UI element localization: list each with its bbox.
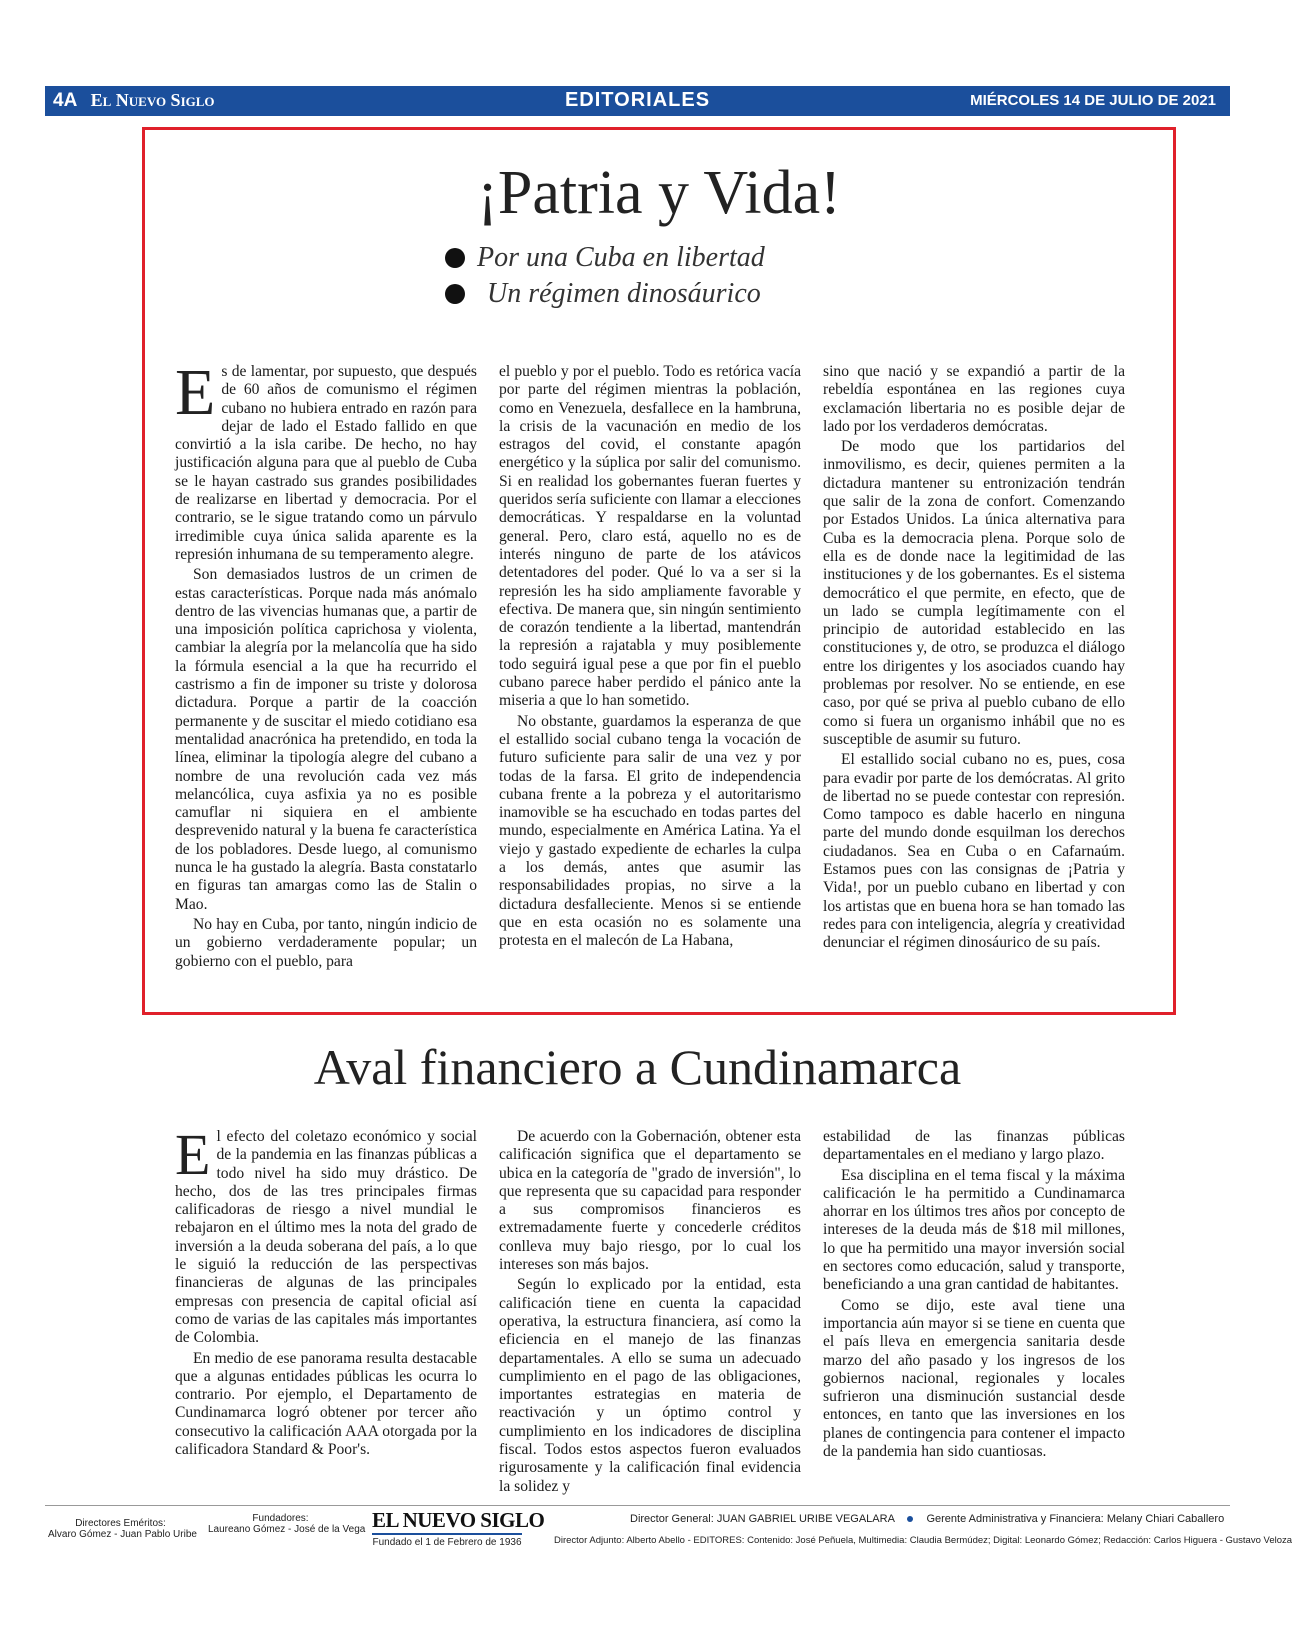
second-editorial-title: Aval financiero a Cundinamarca	[313, 1039, 962, 1095]
drop-cap: E	[175, 356, 216, 429]
manager-label: Gerente Administrativa y Financiera:	[926, 1513, 1104, 1525]
text-column	[175, 1122, 477, 1473]
separator-dot-icon	[907, 1516, 913, 1522]
footer-divider	[45, 1505, 1230, 1506]
paragraph-text: s de lamentar, por supuesto, que después de 60 años de comunismo el régimen cubano no hubiera entrado en razón para dejar de lado el Estado fallido en que convirtió a la isla caribe. De hecho, no hay justificación alguna para que al pueblo de Cuba se le hayan castrado sus grandes posibilidades de realizarse en libertad y democracia. Por el contrario, se le sigue tratando como un párvulo irredimible cuya única salida aparente es la represión inhumana de su temperamento alegre.	[175, 363, 477, 563]
founders-label: Fundadores:	[252, 1513, 309, 1524]
paragraph: De acuerdo con la Gobernación, obtener esta calificación significa que el departamento se ubica en la categoría de "grado de inversión", lo que representa que su capacidad para responder a sus compromisos financieros es extremadamente fuerte y concederle créditos conlleva muy bajo riesgo, por lo cual los intereses son más bajos.	[499, 1128, 801, 1274]
directors-names: Alvaro Gómez - Juan Pablo Uribe	[48, 1529, 197, 1540]
paragraph: No obstante, guardamos la esperanza de que el estallido social cubano tenga la vocación de futuro suficiente para salir de una vez y por todas de la farsa. El grito de independencia cubana frente a la pobreza y el autoritarismo inamovible se ha escuchado en todas partes del mundo, especialmente en América Latina. Ya el viejo y gastado expediente de echarles la culpa a los demás, antes que asumir las responsabilidades propias, no sirve a la dictadura desfalleciente. Menos si se entiende que en esta ocasión no es solamente una protesta en el malecón de La Habana,	[499, 712, 801, 950]
directors-label: Directores Eméritos:	[75, 1518, 166, 1529]
text-column	[175, 356, 477, 1013]
paragraph: Son demasiados lustros de un crimen de estas características. Porque nada más anómalo dentro de las vivencias humanas que, a partir de una imposición política caprichosa y violenta, cambiar la alegría por la melancolía que ha sido la fórmula esencial a la que ha recurrido el castrismo a fin de imponer su triste y dolorosa dictadura. Porque a partir de la coacción permanente y de suscitar el miedo cotidiano esa mentalidad anacrónica ha pretendido, en toda la línea, eliminar la tipología alegre del cubano a nombre de una revolución cada vez más melancólica, cuya asfixia ya no es posible camuflar ni siquiera en el ambiente desprevenido natural y la buena fe característica de los pobladores. Desde luego, al comunismo nunca le ha gustado la alegría. Basta constatarlo en figuras tan amargas como las de Stalin o Mao.	[175, 566, 477, 913]
drop-cap: E	[175, 1122, 211, 1187]
paragraph: Esa disciplina en el tema fiscal y la máxima calificación le ha permitido a Cundinamarca ahorrar en los últimos tres años por concepto de intereses de la deuda más de $18 mil millones, lo que ha permitido una mayor inversión social en sectores como educación, salud y transporte, beneficiando a una gran cantidad de habitantes.	[823, 1166, 1125, 1294]
text-column	[823, 363, 1125, 1013]
subtitle-text: Por una Cuba en libertad	[477, 242, 765, 273]
section-title: EDITORIALES	[564, 89, 711, 111]
director-label: Director General:	[630, 1513, 714, 1525]
founders	[208, 1513, 366, 1535]
paragraph-text: l efecto del coletazo económico y social de la pandemia en las finanzas públicas a todo nivel ha sido muy drástico. De hecho, dos de las tres principales firmas calificadoras de riesgo a nivel mundial le rebajaron en el último mes la nota del grado de inversión a la deuda soberana del país, a lo que le siguió la reducción de las perspectivas financieras de algunas de las principales empresas con presencia de capital oficial así como de varias de las capitales más importantes de Colombia.	[175, 1128, 477, 1347]
bullet-icon	[445, 248, 465, 268]
paragraph: Como se dijo, este aval tiene una importancia aún mayor si se tiene en cuenta que el país lleva en emergencia sanitaria desde marzo del año pasado y los ingresos de los gobiernos nacional, regionales y locales sufrieron una disminución sustancial desde entonces, en tanto que las inversiones en los planes de contingencia para contener el impacto de la pandemia han sido cuantiosas.	[823, 1296, 1125, 1461]
footer-logo	[372, 1508, 545, 1548]
paper-name: El Nuevo Siglo	[90, 90, 215, 110]
staff-credits	[554, 1513, 1292, 1546]
subtitle-text: Un régimen dinosáurico	[487, 278, 761, 309]
paragraph: El estallido social cubano no es, pues, cosa para evadir por parte de los demócratas. Al grito de libertad no se puede contestar con represión. Como tampoco es dable hacerlo en ninguna parte del mundo donde esquilman los derechos ciudadanos. Sea en Cuba o en Cafarnaúm. Estamos pues con las consignas de ¡Patria y Vida!, por un pueblo cubano en libertad y con los artistas que en buena hora se han tomado las redes para con inteligencia, alegría y creatividad denunciar el régimen dinosáurico de su país.	[823, 751, 1125, 952]
paragraph: En medio de ese panorama resulta destacable que a algunas entidades públicas les ocurra lo contrario. Por ejemplo, el Departamento de Cundinamarca logró obtener por tercer año consecutivo la calificación AAA otorgada por la calificadora Standard & Poor's.	[175, 1349, 477, 1459]
page-number: 4A	[53, 90, 78, 111]
masthead	[45, 86, 1230, 116]
emeritus-directors	[48, 1518, 197, 1540]
editorial-body	[175, 356, 1125, 1013]
text-column	[823, 1128, 1125, 1473]
bullet-icon	[445, 284, 465, 304]
paper-logo: EL NUEVO SIGLO	[372, 1508, 545, 1532]
text-column	[499, 1128, 801, 1495]
founded-date: Fundado el 1 de Febrero de 1936	[372, 1533, 522, 1548]
editorial-title: ¡Patria y Vida!	[477, 159, 841, 227]
manager-name: Melany Chiari Caballero	[1106, 1513, 1225, 1525]
paragraph: No hay en Cuba, por tanto, ningún indicio de un gobierno verdaderamente popular; un gobierno con el pueblo, para	[175, 915, 477, 970]
paragraph: De modo que los partidarios del inmovilismo, es decir, quienes permiten a la dictadura mantener su entronización tendrán que salir de la zona de confort. Comenzando por Estados Unidos. La única alternativa para Cuba es la democracia plena. Porque solo de ella es de donde nace la legitimidad de las instituciones y de los gobernantes. Es el sistema democrático el que permite, en efecto, que de un lado se cumpla legítimamente con el principio de autoridad establecido en las constituciones y, de otro, se produzca el diálogo entre los dirigentes y los asociados cuando hay problemas por resolver. No se entiende, en ese caso, por qué se priva al pueblo cubano de ello como si fuera un organismo inhábil que no es susceptible de asumir su futuro.	[823, 438, 1125, 748]
issue-date: MIÉRCOLES 14 DE JULIO DE 2021	[970, 92, 1216, 109]
subtitle-item	[445, 276, 945, 312]
paragraph: el pueblo y por el pueblo. Todo es retórica vacía por parte del régimen mientras la población, como en Venezuela, desfallece en la hambruna, la crisis de la vacunación en medio de los estragos del covid, el constante apagón energético y la súplica por salir del comunismo. Si en realidad los gobernantes fueran fuertes y queridos sería suficiente con llamar a elecciones democráticas. Y respaldarse en la voluntad general. Pero, claro está, aquello no es de interés ninguno de parte de los atávicos detentadores del poder. Qué lo va a ser si la represión les ha sido ampliamente favorable y efectiva. De manera que, sin ningún sentimiento de corazón tendiente a la libertad, mantendrán la represión a rajatabla y muy posiblemente todo seguirá igual pese a que por fin el pueblo cubano parece haber perdido el pánico ante la miseria a que lo han sometido.	[499, 363, 801, 710]
leadership-line	[554, 1513, 1230, 1525]
paragraph: Según lo explicado por la entidad, esta calificación tiene en cuenta la capacidad operativa, la estructura financiera, así como la eficiencia en el manejo de las finanzas departamentales. A ello se suma un adecuado cumplimiento en el pago de las obligaciones, importantes estrategias en materia de reactivación y un óptimo control y cumplimiento en los indicadores de disciplina fiscal. Todos estos aspectos fueron evaluados rigurosamente y la calificación final evidencia la solidez y	[499, 1276, 801, 1495]
editors-line: Director Adjunto: Alberto Abello - EDITORES: Contenido: José Peñuela, Multimedia: Claudia Bermúdez; Digital: Leonardo Gómez; Redacción: Carlos Higuera - Gustavo Veloza	[554, 1535, 1292, 1546]
paragraph: estabilidad de las finanzas públicas departamentales en el mediano y largo plazo.	[823, 1128, 1125, 1164]
paragraph: sino que nació y se expandió a partir de la rebeldía espontánea en las regiones cuya exclamación libertaria no es posible dejar de lado por los verdaderos demócratas.	[823, 363, 1125, 435]
director-name: JUAN GABRIEL URIBE VEGALARA	[716, 1513, 895, 1525]
paragraph	[175, 356, 477, 564]
subtitle-item	[445, 240, 945, 276]
second-editorial-body	[175, 1122, 1125, 1495]
paragraph	[175, 1122, 477, 1348]
founders-names: Laureano Gómez - José de la Vega	[208, 1524, 366, 1535]
text-column	[499, 363, 801, 1013]
editorial-subtitles	[445, 240, 945, 312]
